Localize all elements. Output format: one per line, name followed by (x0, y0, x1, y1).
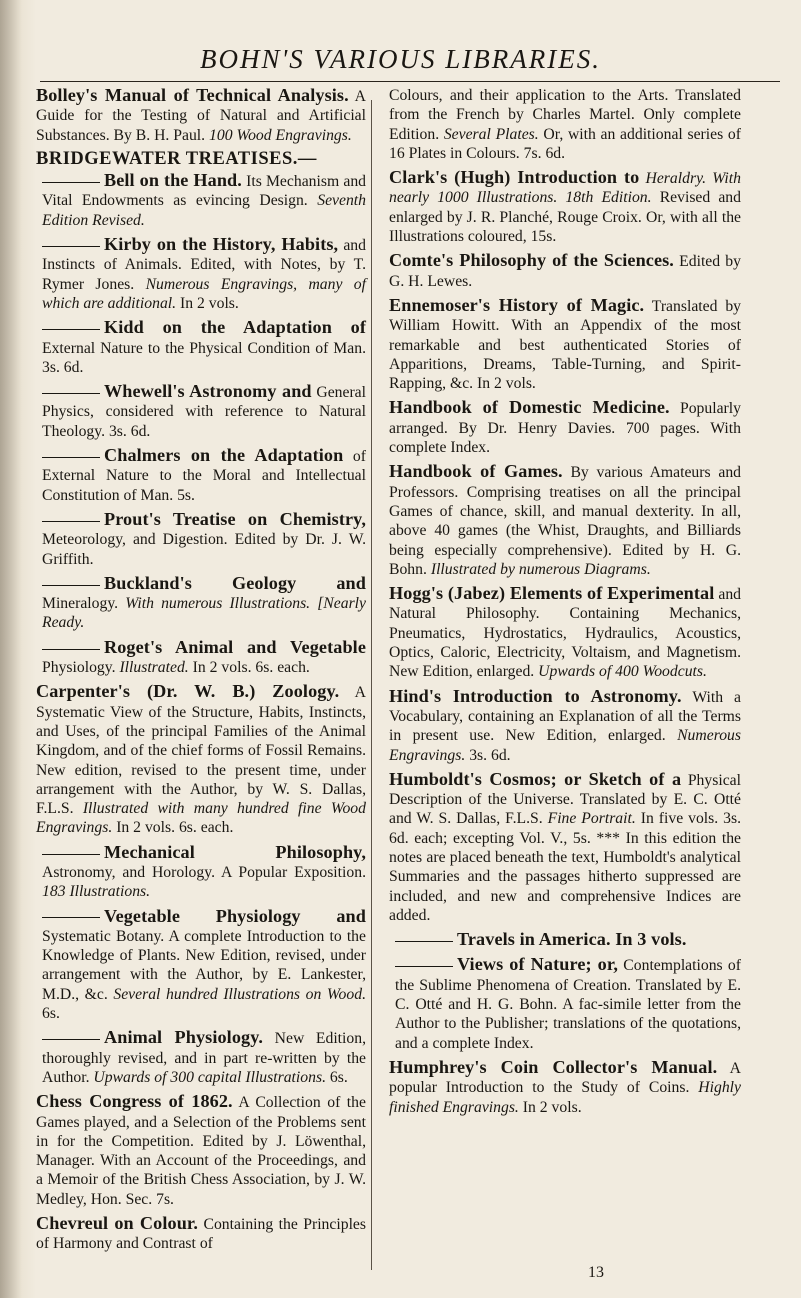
entry-vegetable: Vegetable Physiology and Systematic Botany. A complete Introduction to the Knowledge of Plants. New Edition, revised, under arrangement with the Author, by E. Lankester, M.D., &c. Several hundred Illustrations on Wood. 6s. (42, 905, 367, 1023)
ditto-dash (42, 246, 100, 247)
entry-animal: Animal Physiology. New Edition, thoroughly revised, and in part re-written by the Author. Upwards of 300 capital Illustrations. 6s. (42, 1027, 367, 1086)
ditto-dash (42, 649, 100, 650)
column-rule (371, 100, 372, 1270)
entry-hind: Hind's Introduction to Astronomy. With a Vocabulary, containing an Explanation of all the Terms in present use. New Edition, enlarged. Numerous Engravings. 3s. 6d. (389, 685, 742, 764)
entry-games: Handbook of Games. By various Amateurs and Professors. Comprising treatises on all the principal Games of chance, skill, and manual dexterity. In all, above 40 games (the Whist, Draughts, and Billiards being especially comprehensive). Edited by H. G. Bohn. Illustrated by numerous Diagrams. (389, 461, 742, 578)
entry-buckland: Buckland's Geology and Mineralogy. With numerous Illustrations. [Nearly Ready. (42, 572, 367, 632)
entry-bell: Bell on the Hand. Its Mechanism and Vital Endowments as evincing Design. Seventh Edition Revised. (42, 170, 367, 229)
entry-carpenter-zoology: Carpenter's (Dr. W. B.) Zoology. A Systematic View of the Structure, Habits, Instincts, and Uses, of the principal Families of the Animal Kingdom, and of the chief forms of Fossil Remains. New edition, revised to the present time, under arrangement with the Author, by W. S. Dallas, F.L.S. Illustrated with many hundred fine Wood Engravings. In 2 vols. 6s. each. (36, 681, 366, 837)
gutter-shadow (0, 0, 22, 1298)
ditto-dash (42, 457, 100, 458)
entry-humphrey: Humphrey's Coin Collector's Manual. A popular Introduction to the Study of Coins. Highly finished Engravings. In 2 vols. (389, 1056, 741, 1116)
entry-hogg: Hogg's (Jabez) Elements of Experimental and Natural Philosophy. Containing Mechanics, Pneumatics, Hydrostatics, Hydraulics, Acoustics, Optics, Caloric, Electricity, Voltaism, and Magnetism. New Edition, enlarged. Upwards of 400 Woodcuts. (389, 583, 742, 681)
entry-domestic-medicine: Handbook of Domestic Medicine. Popularly arranged. By Dr. Henry Davies. 700 pages. With complete Index. (389, 397, 741, 457)
entry-chess: Chess Congress of 1862. A Collection of the Games played, and a Selection of the Problems sent in for the Competition. Edited by J. Löwenthal, Manager. With an Account of the Proceedings, and a Memoir of the British Chess Association, by J. W. Medley, Hon. Sec. 7s. (36, 1091, 366, 1208)
ditto-dash (395, 966, 453, 967)
entry-roget: Roget's Animal and Vegetable Physiology. Illustrated. In 2 vols. 6s. each. (42, 636, 366, 677)
section-heading-bridgewater: BRIDGEWATER TREATISES.— (36, 148, 317, 169)
running-head: BOHN'S VARIOUS LIBRARIES. (200, 44, 601, 74)
ditto-dash (42, 521, 100, 522)
entry-chevreul-cont: Colours, and their application to the Arts. Translated from the French by Charles Martel. Only complete Edition. Several Plates. Or, with an additional series of 16 Plates in Colours. 7s. 6d. (389, 87, 741, 162)
left-column (36, 86, 366, 1259)
entry-whewell: Whewell's Astronomy and General Physics, considered with reference to Natural Theology. 3s. 6d. (42, 381, 367, 440)
entry-ennemoser: Ennemoser's History of Magic. Translated by William Howitt. With an Appendix of the most remarkable and best authenticated Stories of Apparitions, Dreams, Table-Turning, and Spirit-Rapping, &c. In 2 vols. (389, 294, 742, 393)
ditto-dash (42, 1039, 100, 1040)
entry-humboldt-cosmos: Humboldt's Cosmos; or Sketch of a Physical Description of the Universe. Translated by E. C. Otté and W. S. Dallas, F.L.S. Fine Portrait. In five vols. 3s. 6d. each; excepting Vol. V., 5s. *** In this edition the notes are placed beneath the text, Humboldt's analytical Summaries and the passages hitherto suppressed are included, and new and comprehensive Indices are added. (389, 768, 742, 924)
entry-views-nature: Views of Nature; or, Contemplations of the Sublime Phenomena of Creation. Translated by E. C. Otté and H. G. Bohn. A fac-simile letter from the Author to the Publisher; translations of the quotations, and a complete Index. (395, 954, 742, 1052)
entry-chevreul: Chevreul on Colour. Containing the Principles of Harmony and Contrast of (36, 1213, 366, 1253)
ditto-dash (42, 854, 100, 855)
ditto-dash (42, 917, 100, 918)
ditto-dash (42, 585, 100, 586)
ditto-dash (42, 393, 100, 394)
head-rule (40, 81, 780, 82)
entry-kirby: Kirby on the History, Habits, and Instincts of Animals. Edited, with Notes, by T. Rymer Jones. Numerous Engravings, many of which are additional. In 2 vols. (42, 234, 366, 312)
ditto-dash (42, 329, 100, 330)
entry-comte: Comte's Philosophy of the Sciences. Edited by G. H. Lewes. (389, 250, 741, 290)
ditto-dash (395, 941, 453, 942)
entry-chalmers: Chalmers on the Adaptation of External Nature to the Moral and Intellectual Constitution of Man. 5s. (42, 445, 366, 504)
entry-kidd: Kidd on the Adaptation of External Nature to the Physical Condition of Man. 3s. 6d. (42, 317, 366, 376)
entry-prout: Prout's Treatise on Chemistry, Meteorology, and Digestion. Edited by Dr. J. W. Griffith. (42, 508, 366, 568)
ditto-dash (42, 182, 100, 183)
entry-mechanical: Mechanical Philosophy, Astronomy, and Horology. A Popular Exposition. 183 Illustrations. (42, 841, 366, 901)
entry-travels-america: Travels in America. In 3 vols. (389, 930, 741, 950)
entry-bolley: Bolley's Manual of Technical Analysis. A Guide for the Testing of Natural and Artificial Substances. By B. H. Paul. 100 Wood Engravings. (36, 85, 366, 144)
entry-clark: Clark's (Hugh) Introduction to Heraldry. With nearly 1000 Illustrations. 18th Edition. Revised and enlarged by J. R. Planché, Rouge Croix. Or, with all the Illustrations coloured, 15s. (389, 167, 741, 246)
right-column (389, 86, 741, 1122)
page-number: 13 (588, 1264, 604, 1281)
